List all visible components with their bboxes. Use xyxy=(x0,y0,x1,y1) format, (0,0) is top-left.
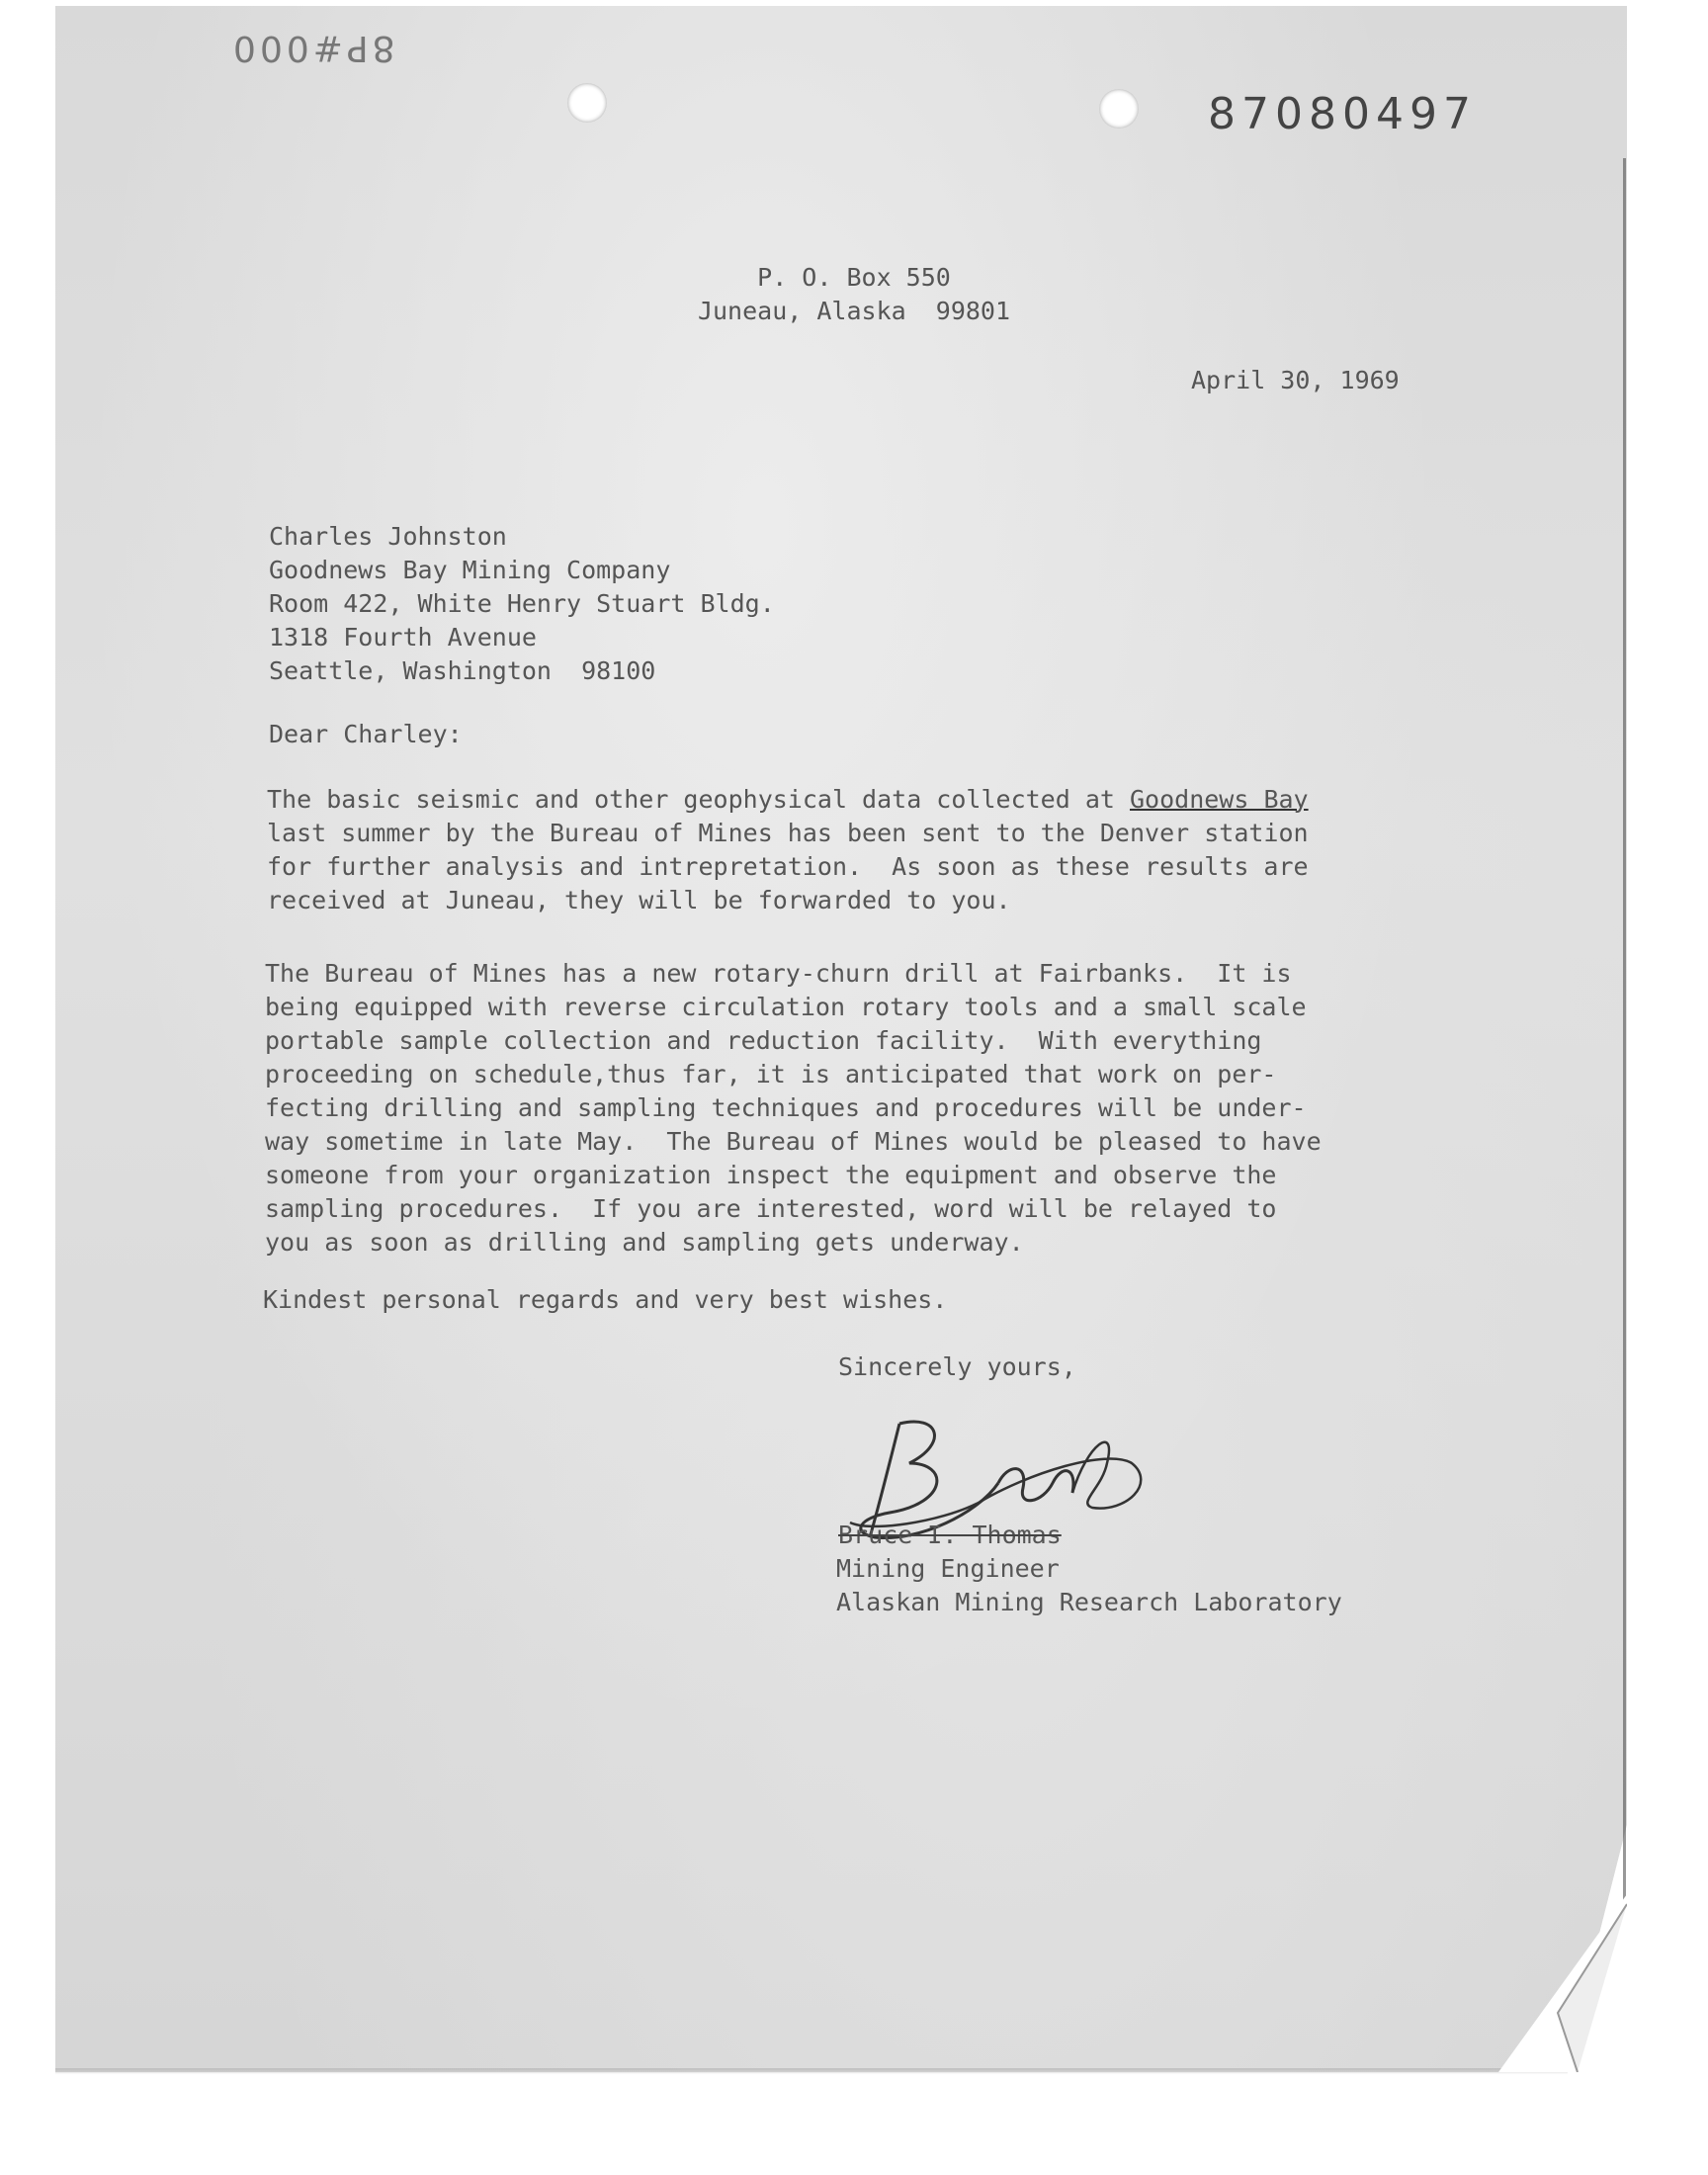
page-edge-shadow xyxy=(1623,158,1626,1928)
recipient-city: Seattle, Washington 98100 xyxy=(269,656,656,685)
stamp-top-left: 8P#000 xyxy=(229,28,395,68)
stamp-top-right: 87080497 xyxy=(1208,89,1477,139)
paragraph-2-line: fecting drilling and sampling techniques and procedures will be under- xyxy=(265,1093,1307,1122)
paragraph-2-line: being equipped with reverse circulation rotary tools and a small scale xyxy=(265,993,1307,1021)
signatory-organization: Alaskan Mining Research Laboratory xyxy=(836,1588,1342,1616)
paragraph-1-line-1-text: The basic seismic and other geophysical data collected at xyxy=(267,785,1130,814)
punch-hole-right xyxy=(1099,89,1139,129)
punch-hole-left xyxy=(567,83,607,123)
folded-corner xyxy=(1498,1894,1627,2072)
body-paragraph-2 xyxy=(265,957,1322,1260)
paragraph-2-line: The Bureau of Mines has a new rotary-churn drill at Fairbanks. It is xyxy=(265,959,1292,988)
paragraph-2-line: sampling procedures. If you are interested, word will be relayed to xyxy=(265,1194,1277,1223)
signatory-name: Bruce I. Thomas xyxy=(838,1521,1062,1549)
page-bottom-shadow xyxy=(55,2068,1568,2074)
paragraph-2-line: way sometime in late May. The Bureau of Mines would be pleased to have xyxy=(265,1127,1322,1156)
paragraph-1-line-4: received at Juneau, they will be forwarded to you. xyxy=(267,886,1011,914)
paragraph-1-line-1 xyxy=(267,783,1309,817)
paragraph-2-line: proceeding on schedule,thus far, it is anticipated that work on per- xyxy=(265,1060,1277,1088)
letterhead-line-2: Juneau, Alaska 99801 xyxy=(697,297,1011,325)
sign-off: Sincerely yours, xyxy=(838,1352,1076,1381)
paragraph-1-line-2: last summer by the Bureau of Mines has been sent to the Denver station xyxy=(267,819,1309,847)
paragraph-2-line: portable sample collection and reduction facility. With everything xyxy=(265,1026,1262,1055)
underlined-place-name: Goodnews Bay xyxy=(1129,785,1309,814)
letter-date: April 30, 1969 xyxy=(1191,366,1400,394)
recipient-room: Room 422, White Henry Stuart Bldg. xyxy=(269,589,775,618)
letterhead-line-1: P. O. Box 550 xyxy=(757,263,951,292)
salutation: Dear Charley: xyxy=(269,720,463,748)
body-paragraph-1 xyxy=(267,783,1309,917)
paragraph-1-line-3: for further analysis and intrepretation. As soon as these results are xyxy=(267,852,1309,881)
paragraph-2-line: you as soon as drilling and sampling gets underway. xyxy=(265,1228,1024,1257)
closing-line: Kindest personal regards and very best wishes. xyxy=(263,1285,948,1314)
signatory-title: Mining Engineer xyxy=(836,1554,1060,1583)
recipient-street: 1318 Fourth Avenue xyxy=(269,623,537,652)
recipient-name: Charles Johnston xyxy=(269,522,507,551)
recipient-company: Goodnews Bay Mining Company xyxy=(269,556,671,584)
paragraph-2-line: someone from your organization inspect the equipment and observe the xyxy=(265,1161,1277,1189)
